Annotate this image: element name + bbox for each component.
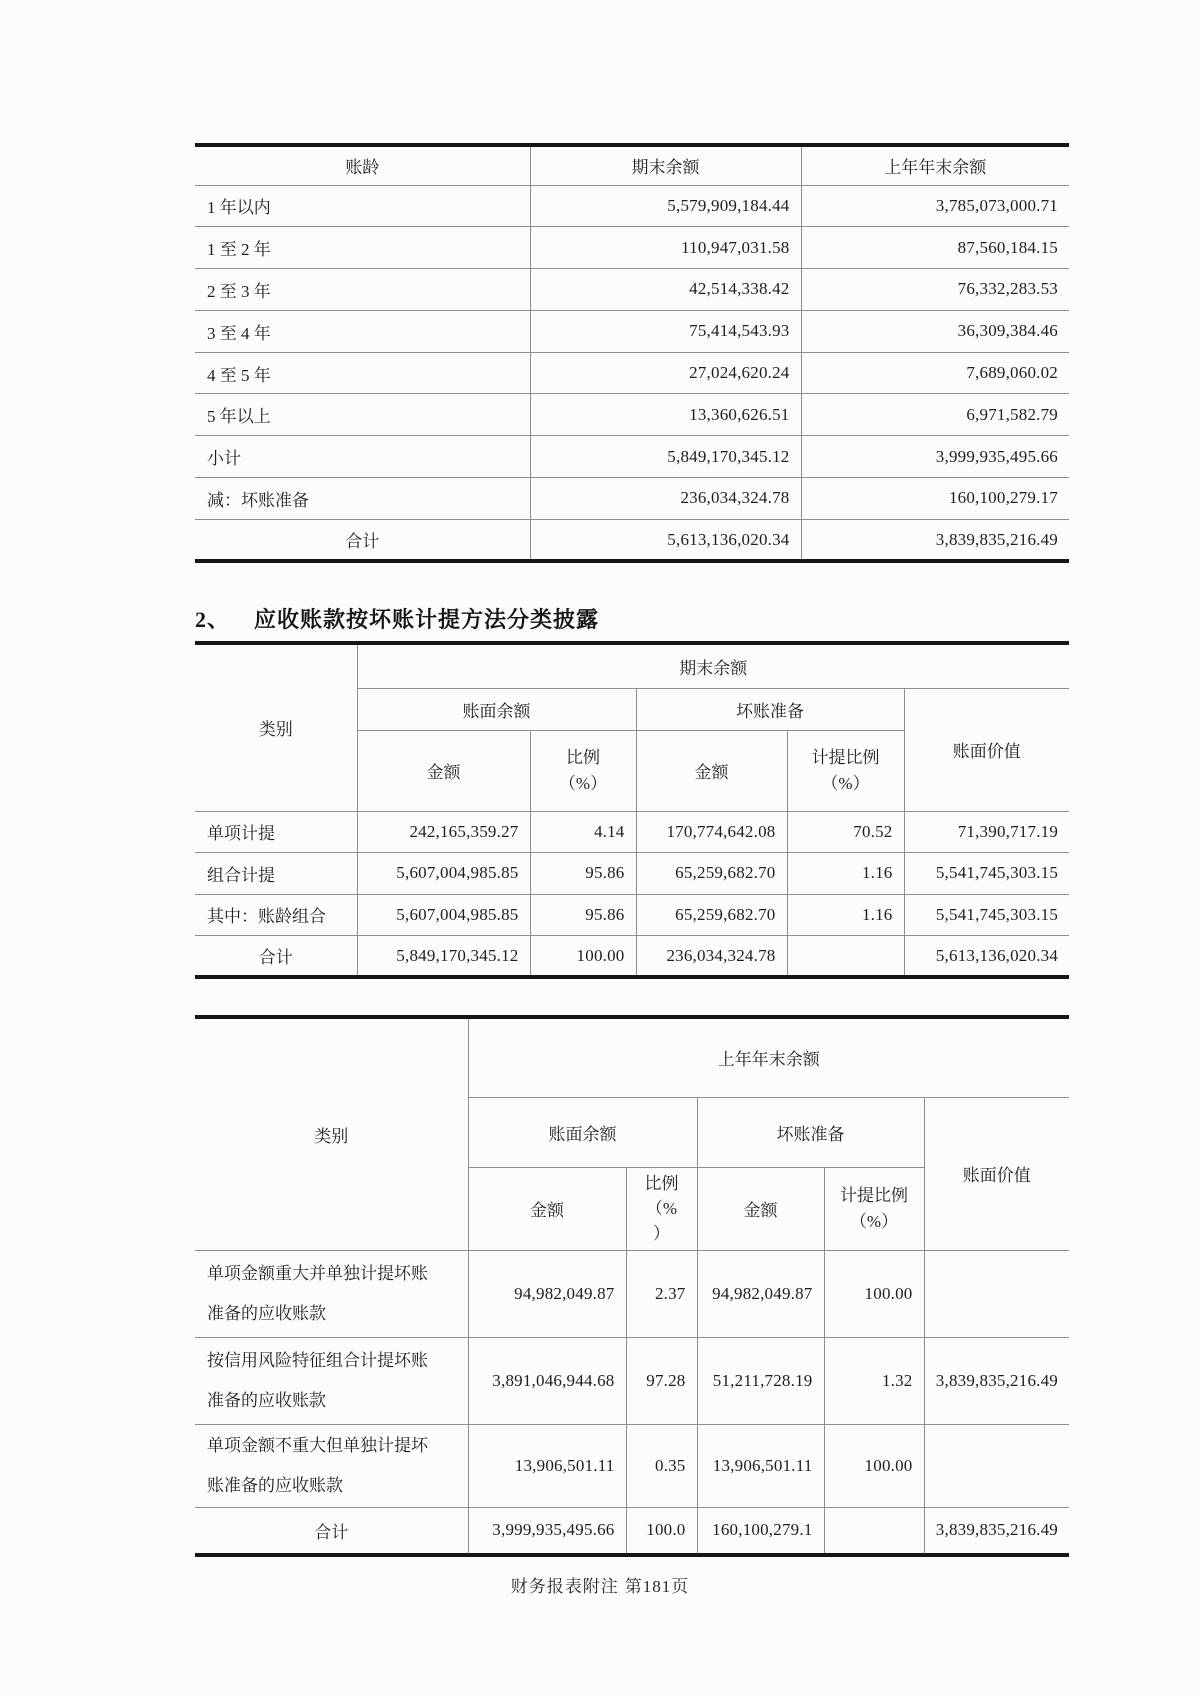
- book-amount: 5,607,004,985.85: [357, 894, 530, 936]
- table-row: [195, 185, 1069, 227]
- col-header-category: 类别: [195, 1017, 468, 1250]
- prior-amount: 76,332,283.53: [801, 269, 1069, 311]
- provision-ratio-value: 1.16: [787, 853, 904, 895]
- aging-label: 1 至 2 年: [195, 227, 530, 269]
- provision-ratio-line: （%）: [821, 773, 870, 793]
- ratio-value: 2.37: [626, 1250, 697, 1337]
- closing-amount: 110,947,031.58: [530, 227, 801, 269]
- aging-label: 1 年以内: [195, 185, 530, 227]
- book-amount: 94,982,049.87: [468, 1250, 626, 1337]
- col-header-amount: 金额: [697, 1167, 824, 1250]
- table-row-subtotal: [195, 436, 1069, 478]
- closing-amount: 75,414,543.93: [530, 310, 801, 352]
- category-label: 按信用风险特征组合计提坏账准备的应收账款: [195, 1337, 468, 1424]
- closing-amount: 5,613,136,020.34: [530, 519, 801, 561]
- bad-debt-amount: 160,100,279.1: [697, 1507, 824, 1555]
- ratio-value: 100.0: [626, 1507, 697, 1555]
- table-row: [195, 1424, 1069, 1507]
- prior-amount: 87,560,184.15: [801, 227, 1069, 269]
- carrying-value: 71,390,717.19: [904, 811, 1069, 853]
- category-label: 单项金额不重大但单独计提坏账准备的应收账款: [195, 1424, 468, 1507]
- prior-amount: 6,971,582.79: [801, 394, 1069, 436]
- ratio-value: 95.86: [530, 894, 636, 936]
- bad-debt-amount: 51,211,728.19: [697, 1337, 824, 1424]
- book-amount: 13,906,501.11: [468, 1424, 626, 1507]
- table-row: [195, 1250, 1069, 1337]
- ratio-line: 比例: [644, 1174, 679, 1193]
- carrying-value: 5,541,745,303.15: [904, 853, 1069, 895]
- closing-amount: 42,514,338.42: [530, 269, 801, 311]
- prior-amount: 3,785,073,000.71: [801, 185, 1069, 227]
- table-row-provision: [195, 478, 1069, 520]
- total-label: 合计: [195, 936, 357, 978]
- book-amount: 5,849,170,345.12: [357, 936, 530, 978]
- carrying-value: 5,613,136,020.34: [904, 936, 1069, 978]
- ratio-value: 0.35: [626, 1424, 697, 1507]
- table-row: [195, 352, 1069, 394]
- col-header-ratio: [530, 730, 636, 811]
- carrying-value: 3,839,835,216.49: [924, 1507, 1069, 1555]
- provision-ratio-value: 100.00: [824, 1250, 924, 1337]
- provision-method-table-current: [195, 641, 1069, 979]
- table-row: [195, 894, 1069, 936]
- table-row: [195, 811, 1069, 853]
- table-row: [195, 394, 1069, 436]
- provision-ratio-value: 100.00: [824, 1424, 924, 1507]
- footer-text: 财务报表附注: [510, 1577, 619, 1596]
- book-amount: 242,165,359.27: [357, 811, 530, 853]
- col-header-amount: 金额: [636, 730, 787, 811]
- bad-debt-amount: 13,906,501.11: [697, 1424, 824, 1507]
- closing-amount: 5,579,909,184.44: [530, 185, 801, 227]
- category-label: 其中：账龄组合: [195, 894, 357, 936]
- ratio-value: 4.14: [530, 811, 636, 853]
- table-header-row: [195, 145, 1069, 185]
- aging-label: 小计: [195, 436, 530, 478]
- book-amount: 5,607,004,985.85: [357, 853, 530, 895]
- table-total-row: [195, 936, 1069, 978]
- table-header-row: [195, 643, 1069, 688]
- prior-amount: 3,999,935,495.66: [801, 436, 1069, 478]
- section-title: 应收账款按坏账计提方法分类披露: [254, 607, 600, 632]
- col-header-closing-balance-group: 期末余额: [357, 643, 1069, 688]
- aging-label: 5 年以上: [195, 394, 530, 436]
- page-footer: [0, 1572, 1200, 1597]
- bad-debt-amount: 94,982,049.87: [697, 1250, 824, 1337]
- table-total-row: [195, 1507, 1069, 1555]
- table-row: [195, 269, 1069, 311]
- closing-amount: 27,024,620.24: [530, 352, 801, 394]
- ratio-line: ）: [653, 1224, 670, 1243]
- prior-amount: 7,689,060.02: [801, 352, 1069, 394]
- col-header-carrying-value: 账面价值: [924, 1097, 1069, 1250]
- closing-amount: 5,849,170,345.12: [530, 436, 801, 478]
- ratio-line: 比例: [566, 747, 600, 767]
- total-label: 合计: [195, 519, 530, 561]
- ratio-value: 97.28: [626, 1337, 697, 1424]
- carrying-value: [924, 1424, 1069, 1507]
- col-header-ratio: [626, 1167, 697, 1250]
- col-header-amount: 金额: [468, 1167, 626, 1250]
- col-header-closing-balance: 期末余额: [530, 145, 801, 185]
- provision-ratio-value: 1.32: [824, 1337, 924, 1424]
- ratio-line: （%）: [558, 773, 608, 793]
- closing-amount: 236,034,324.78: [530, 478, 801, 520]
- provision-ratio-line: 计提比例: [840, 1185, 908, 1205]
- bad-debt-amount: 65,259,682.70: [636, 853, 787, 895]
- provision-ratio-value: 1.16: [787, 894, 904, 936]
- prior-amount: 160,100,279.17: [801, 478, 1069, 520]
- carrying-value: 5,541,745,303.15: [904, 894, 1069, 936]
- aging-label: 4 至 5 年: [195, 352, 530, 394]
- section-number: 2、: [195, 607, 231, 632]
- col-header-provision-ratio: [787, 730, 904, 811]
- aging-label: 减：坏账准备: [195, 478, 530, 520]
- col-header-bad-debt-provision: 坏账准备: [697, 1097, 924, 1167]
- book-amount: 3,999,935,495.66: [468, 1507, 626, 1555]
- table-total-row: [195, 519, 1069, 561]
- col-header-book-balance: 账面余额: [357, 688, 636, 730]
- provision-ratio-value: 70.52: [787, 811, 904, 853]
- book-amount: 3,891,046,944.68: [468, 1337, 626, 1424]
- table-header-row: [195, 1017, 1069, 1097]
- provision-ratio-line: 计提比例: [811, 747, 880, 767]
- footer-page-number: 第181页: [624, 1577, 690, 1596]
- provision-ratio-value: [787, 936, 904, 978]
- category-label: 组合计提: [195, 853, 357, 895]
- col-header-bad-debt-provision: 坏账准备: [636, 688, 904, 730]
- prior-amount: 36,309,384.46: [801, 310, 1069, 352]
- table-row: [195, 310, 1069, 352]
- ratio-line: （%: [645, 1199, 678, 1218]
- bad-debt-amount: 170,774,642.08: [636, 811, 787, 853]
- aging-label: 2 至 3 年: [195, 269, 530, 311]
- provision-method-table-prior: [195, 1015, 1069, 1557]
- ratio-value: 95.86: [530, 853, 636, 895]
- col-header-amount: 金额: [357, 730, 530, 811]
- bad-debt-amount: 236,034,324.78: [636, 936, 787, 978]
- col-header-provision-ratio: [824, 1167, 924, 1250]
- table-row: [195, 227, 1069, 269]
- category-label: 单项计提: [195, 811, 357, 853]
- carrying-value: [924, 1250, 1069, 1337]
- aging-label: 3 至 4 年: [195, 310, 530, 352]
- provision-ratio-line: （%）: [849, 1211, 899, 1231]
- closing-amount: 13,360,626.51: [530, 394, 801, 436]
- col-header-carrying-value: 账面价值: [904, 688, 1069, 811]
- total-label: 合计: [195, 1507, 468, 1555]
- prior-amount: 3,839,835,216.49: [801, 519, 1069, 561]
- col-header-aging: 账龄: [195, 145, 530, 185]
- col-header-book-balance: 账面余额: [468, 1097, 697, 1167]
- table-row: [195, 853, 1069, 895]
- section-heading: [195, 604, 1069, 636]
- col-header-prior-balance: 上年年末余额: [801, 145, 1069, 185]
- category-label: 单项金额重大并单独计提坏账准备的应收账款: [195, 1250, 468, 1337]
- bad-debt-amount: 65,259,682.70: [636, 894, 787, 936]
- carrying-value: 3,839,835,216.49: [924, 1337, 1069, 1424]
- table-row: [195, 1337, 1069, 1424]
- col-header-category: 类别: [195, 643, 357, 811]
- col-header-prior-balance-group: 上年年末余额: [468, 1017, 1069, 1097]
- ratio-value: 100.00: [530, 936, 636, 978]
- provision-ratio-value: [824, 1507, 924, 1555]
- aging-table: [195, 143, 1069, 563]
